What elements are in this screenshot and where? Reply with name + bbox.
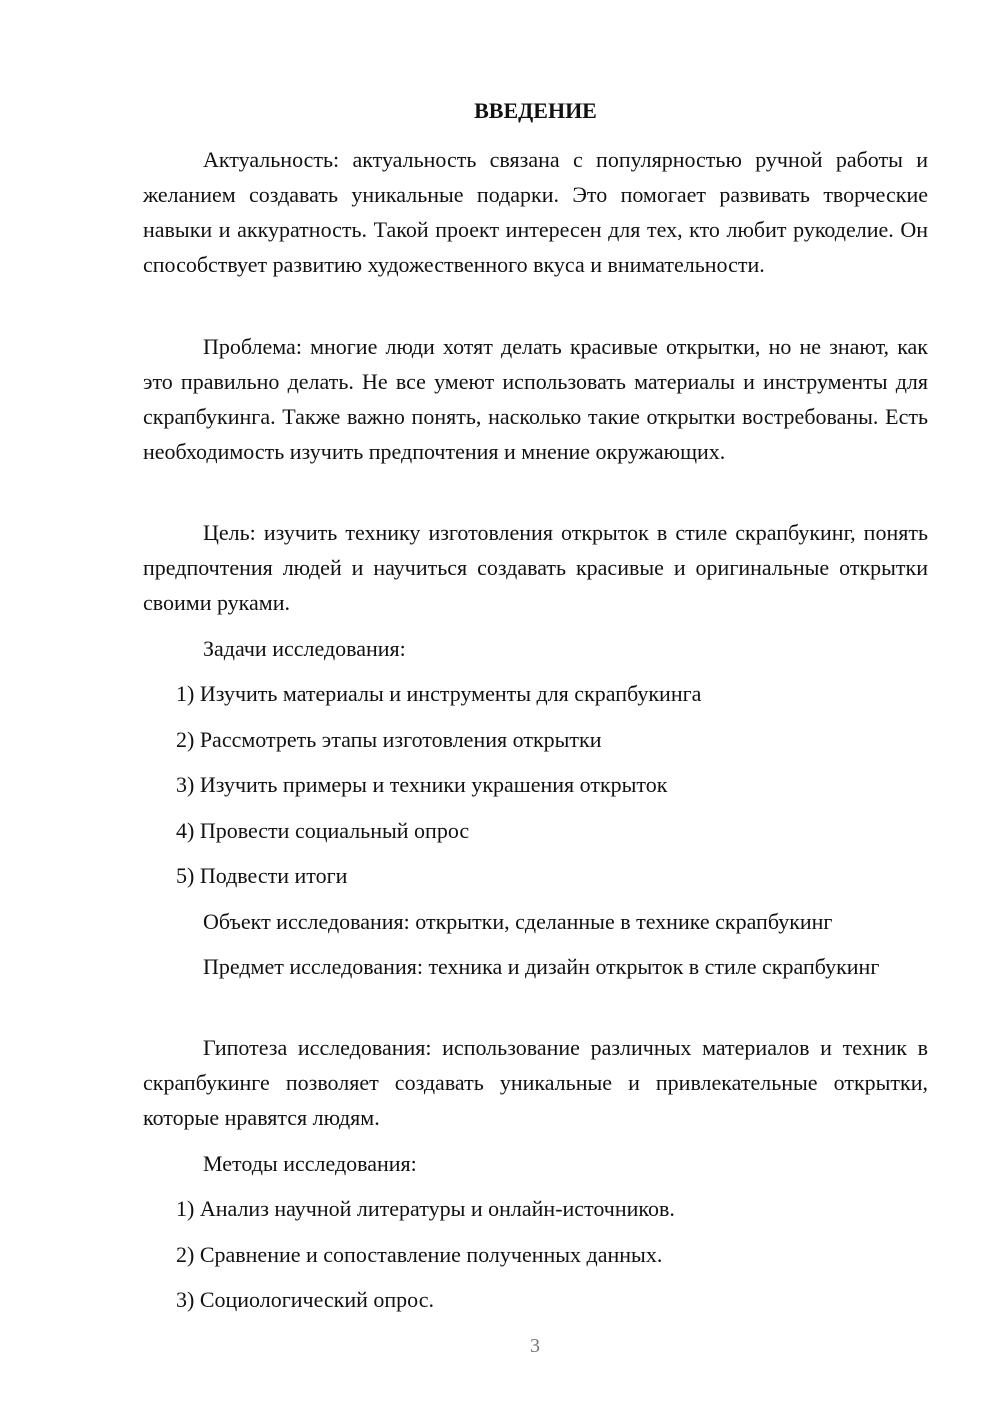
task-item: 3) Изучить примеры и техники украшения открыток: [176, 772, 668, 797]
object-paragraph: Объект исследования: открытки, сделанные в технике скрапбукинг: [203, 909, 833, 934]
goal-paragraph: Цель: изучить технику изготовления открыток в стиле скрапбукинг, понять предпочтения людей и научиться создавать красивые и оригинальные открытки своими руками.: [143, 520, 928, 615]
problem-paragraph: Проблема: многие люди хотят делать красивые открытки, но не знают, как это правильно делать. Не все умеют использовать материалы и инструменты для скрапбукинга. Также важно понять, насколько такие открытки востребованы. Есть необходимость изучить предпочтения и мнение окружающих.: [143, 334, 928, 464]
methods-title: Методы исследования:: [203, 1151, 417, 1176]
task-item: 2) Рассмотреть этапы изготовления открытки: [176, 727, 602, 752]
task-item: 4) Провести социальный опрос: [176, 818, 470, 843]
method-item: 3) Социологический опрос.: [176, 1287, 434, 1312]
method-item: 1) Анализ научной литературы и онлайн-источников.: [176, 1196, 675, 1221]
page-number: 3: [530, 1335, 540, 1357]
actuality-paragraph: Актуальность: актуальность связана с популярностью ручной работы и желанием создавать уникальные подарки. Это помогает развивать творческие навыки и аккуратность. Такой проект интересен для тех, кто любит рукоделие. Он способствует развитию художественного вкуса и внимательности.: [143, 147, 928, 277]
hypothesis-paragraph: Гипотеза исследования: использование различных материалов и техник в скрапбукинге позволяет создавать уникальные и привлекательные открытки, которые нравятся людям.: [143, 1035, 928, 1130]
section-heading: ВВЕДЕНИЕ: [474, 98, 597, 123]
task-item: 5) Подвести итоги: [176, 863, 348, 888]
subject-paragraph: Предмет исследования: техника и дизайн открыток в стиле скрапбукинг: [203, 954, 880, 979]
task-item: 1) Изучить материалы и инструменты для скрапбукинга: [176, 681, 702, 706]
method-item: 2) Сравнение и сопоставление полученных данных.: [176, 1242, 663, 1267]
tasks-title: Задачи исследования:: [203, 636, 406, 661]
